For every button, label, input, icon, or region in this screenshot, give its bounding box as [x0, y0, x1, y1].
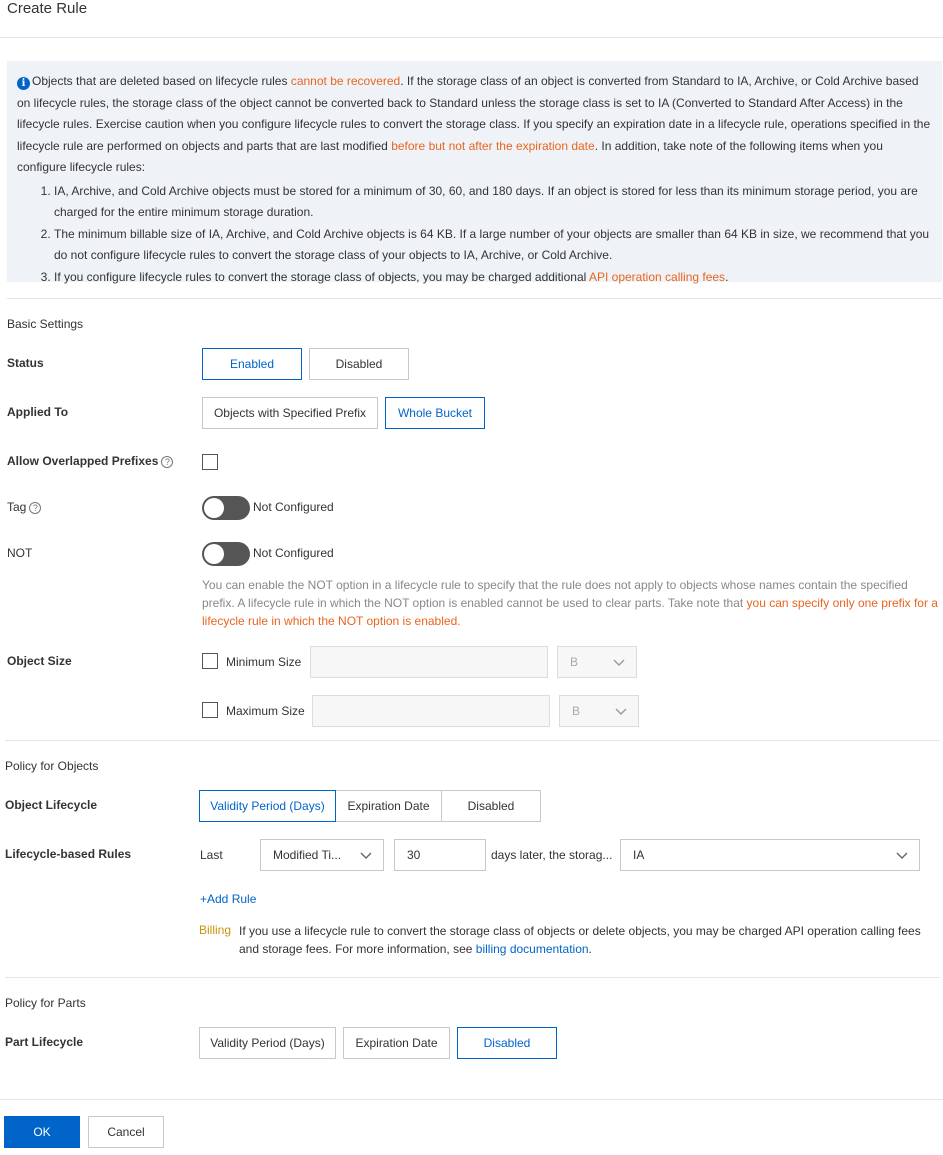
notice-item-2: 2. The minimum billable size of IA, Archive, and Cold Archive objects is 64 KB. If a large number of your objects are smaller than 64 KB in size, we recommend that you do not configure lifecycle rules to convert the storage class of your objects to IA, Archive, or Cold Archive. — [54, 224, 932, 267]
object-disabled-option[interactable]: Disabled — [441, 790, 541, 822]
divider — [5, 977, 940, 978]
tag-label: Tag ? — [7, 500, 41, 514]
days-later-label: days later, the storag... — [491, 848, 613, 862]
part-expiration-option[interactable]: Expiration Date — [343, 1027, 450, 1059]
chevron-down-icon — [612, 656, 626, 670]
chevron-down-icon — [614, 705, 628, 719]
tag-toggle[interactable] — [202, 496, 250, 520]
days-input[interactable]: 30 — [394, 839, 486, 871]
overlap-checkbox[interactable] — [202, 454, 218, 470]
divider — [0, 1099, 943, 1100]
tag-status: Not Configured — [253, 500, 334, 514]
divider — [5, 740, 940, 741]
applied-prefix-button[interactable]: Objects with Specified Prefix — [202, 397, 378, 429]
billing-text: If you use a lifecycle rule to convert the storage class of objects or delete objects, you may be charged API operation calling fees and storage fees. For more information, see billing documentation. — [239, 924, 921, 956]
part-validity-option[interactable]: Validity Period (Days) — [199, 1027, 336, 1059]
status-label: Status — [7, 356, 44, 370]
not-help-text: You can enable the NOT option in a lifecycle rule to specify that the rule does not apply to objects whose names contain the specified prefix. A lifecycle rule in which the NOT option is enabled cannot be used to clear parts. Take note that you can specify only one prefix for a lifecycle rule in which the NOT option is enabled. — [202, 578, 938, 628]
toggle-knob — [204, 544, 224, 564]
max-size-label: Maximum Size — [226, 704, 305, 718]
basic-settings-title: Basic Settings — [7, 317, 84, 331]
storage-class-select[interactable]: IA — [620, 839, 920, 871]
help-icon[interactable]: ? — [29, 502, 41, 514]
part-lifecycle-label: Part Lifecycle — [5, 1035, 84, 1049]
not-label: NOT — [7, 546, 33, 560]
dialog-title: Create Rule — [7, 0, 88, 17]
max-size-checkbox[interactable] — [202, 702, 218, 718]
cancel-button[interactable]: Cancel — [88, 1116, 164, 1148]
not-status: Not Configured — [253, 546, 334, 560]
min-size-checkbox[interactable] — [202, 653, 218, 669]
api-fees-link[interactable]: API operation calling fees — [588, 269, 726, 284]
overlap-label: Allow Overlapped Prefixes ? — [7, 454, 173, 468]
divider — [0, 37, 943, 38]
help-icon[interactable]: ? — [161, 456, 173, 468]
max-size-input[interactable] — [312, 695, 550, 727]
object-expiration-option[interactable]: Expiration Date — [335, 790, 442, 822]
toggle-knob — [204, 498, 224, 518]
min-size-label: Minimum Size — [226, 655, 302, 669]
chevron-down-icon — [895, 849, 909, 863]
object-lifecycle-options — [199, 790, 541, 822]
add-rule-button[interactable]: +Add Rule — [200, 892, 257, 906]
divider — [7, 298, 942, 299]
notice-intro: i Objects that are deleted based on lifecycle rules cannot be recovered. If the storage class of an object is converted from Standard to IA, Archive, or Cold Archive based on lifecycle rules, the storage class of the object cannot be converted back to Standard unless the storage class is set to IA (Converted to Standard After Access) in the lifecycle rules. Exercise caution when you configure lifecycle rules to convert the storage class. If you specify an expiration date in a lifecycle rule, operations specified in the lifecycle rule are performed on objects and parts that are last modified before but not after the expiration date. In addition, take note of the following items when you configure lifecycle rules: — [17, 74, 931, 174]
object-lifecycle-label: Object Lifecycle — [5, 798, 98, 812]
ok-button[interactable]: OK — [4, 1116, 80, 1148]
notice-list — [54, 181, 932, 289]
min-size-unit-select[interactable]: B — [557, 646, 637, 678]
applied-whole-bucket-button[interactable]: Whole Bucket — [385, 397, 485, 429]
chevron-down-icon — [359, 849, 373, 863]
max-size-unit-select[interactable]: B — [559, 695, 639, 727]
object-size-label: Object Size — [7, 654, 72, 668]
modified-time-select[interactable]: Modified Ti... — [260, 839, 384, 871]
status-enabled-button[interactable]: Enabled — [202, 348, 302, 380]
object-validity-option[interactable]: Validity Period (Days) — [199, 790, 336, 822]
applied-to-label: Applied To — [7, 405, 69, 419]
info-icon: i — [17, 77, 30, 90]
billing-documentation-link[interactable]: billing documentation — [475, 942, 589, 956]
min-size-input[interactable] — [310, 646, 548, 678]
status-disabled-button[interactable]: Disabled — [309, 348, 409, 380]
billing-tag: Billing — [199, 923, 232, 937]
lifecycle-notice — [7, 61, 942, 282]
notice-item-1: 1. IA, Archive, and Cold Archive objects must be stored for a minimum of 30, 60, and 180 days. If an object is stored for less than its minimum storage period, you are charged for the entire minimum storage duration. — [54, 181, 932, 224]
policy-parts-title: Policy for Parts — [5, 996, 86, 1010]
last-label: Last — [200, 848, 223, 862]
not-toggle[interactable] — [202, 542, 250, 566]
policy-objects-title: Policy for Objects — [5, 759, 99, 773]
notice-item-3: 3. If you configure lifecycle rules to convert the storage class of objects, you may be charged additional API operation calling fees. — [54, 267, 932, 289]
part-disabled-option[interactable]: Disabled — [457, 1027, 557, 1059]
lifecycle-rules-label: Lifecycle-based Rules — [5, 847, 132, 861]
